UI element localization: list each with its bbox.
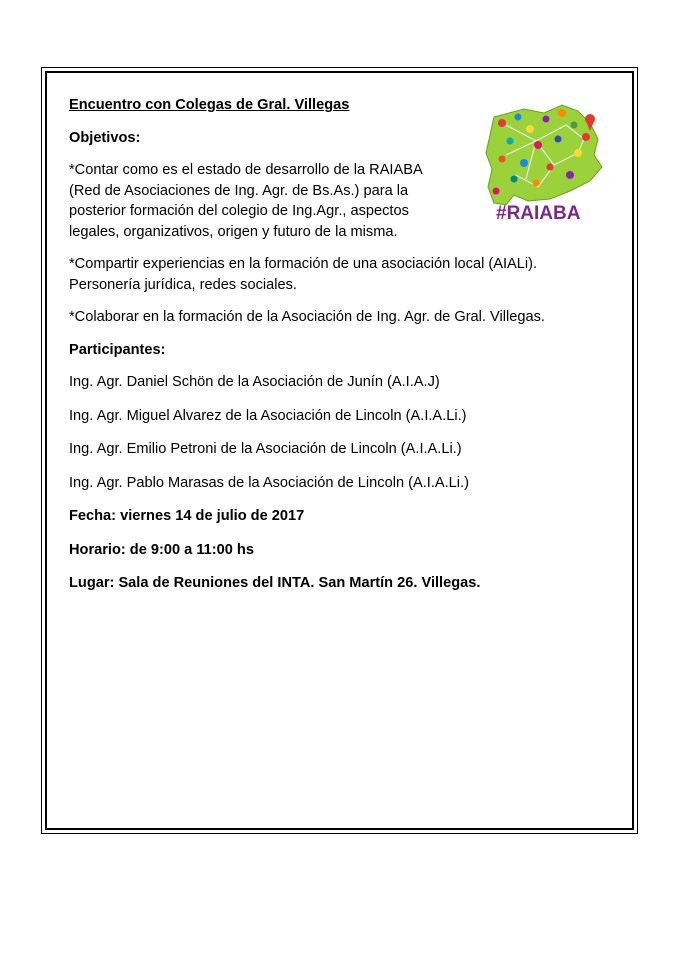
event-place: Lugar: Sala de Reuniones del INTA. San Martín 26. Villegas. (69, 575, 481, 591)
participants-heading: Participantes: (69, 341, 166, 358)
objective-item: *Colaborar en la formación de la Asociación de Ing. Agr. de Gral. Villegas. (69, 309, 545, 325)
objectives-heading: Objetivos: (69, 129, 141, 146)
logo-text: #RAIABA (496, 203, 581, 224)
event-date: Fecha: viernes 14 de julio de 2017 (69, 508, 305, 524)
participant-item: Ing. Agr. Daniel Schön de la Asociación de Junín (A.I.A.J) (69, 374, 440, 390)
raiaba-logo (466, 95, 626, 233)
participant-item: Ing. Agr. Emilio Petroni de la Asociación de Lincoln (A.I.A.Li.) (69, 441, 462, 457)
event-time: Horario: de 9:00 a 11:00 hs (69, 541, 254, 558)
participant-item: Ing. Agr. Pablo Marasas de la Asociación de Lincoln (A.I.A.Li.) (69, 474, 469, 491)
objective-item: *Contar como es el estado de desarrollo de la RAIABA (Red de Asociaciones de Ing. Agr. de Bs.As.) para la posterior formación del colegio de Ing.Agr., aspectos legales, organizativos, origen y futuro de la misma. (69, 162, 422, 240)
participant-item: Ing. Agr. Miguel Alvarez de la Asociación de Lincoln (A.I.A.Li.) (69, 407, 467, 424)
document-title: Encuentro con Colegas de Gral. Villegas (69, 97, 350, 113)
objective-item: *Compartir experiencias en la formación de una asociación local (AIALi). Personería jurídica, redes sociales. (69, 256, 538, 293)
